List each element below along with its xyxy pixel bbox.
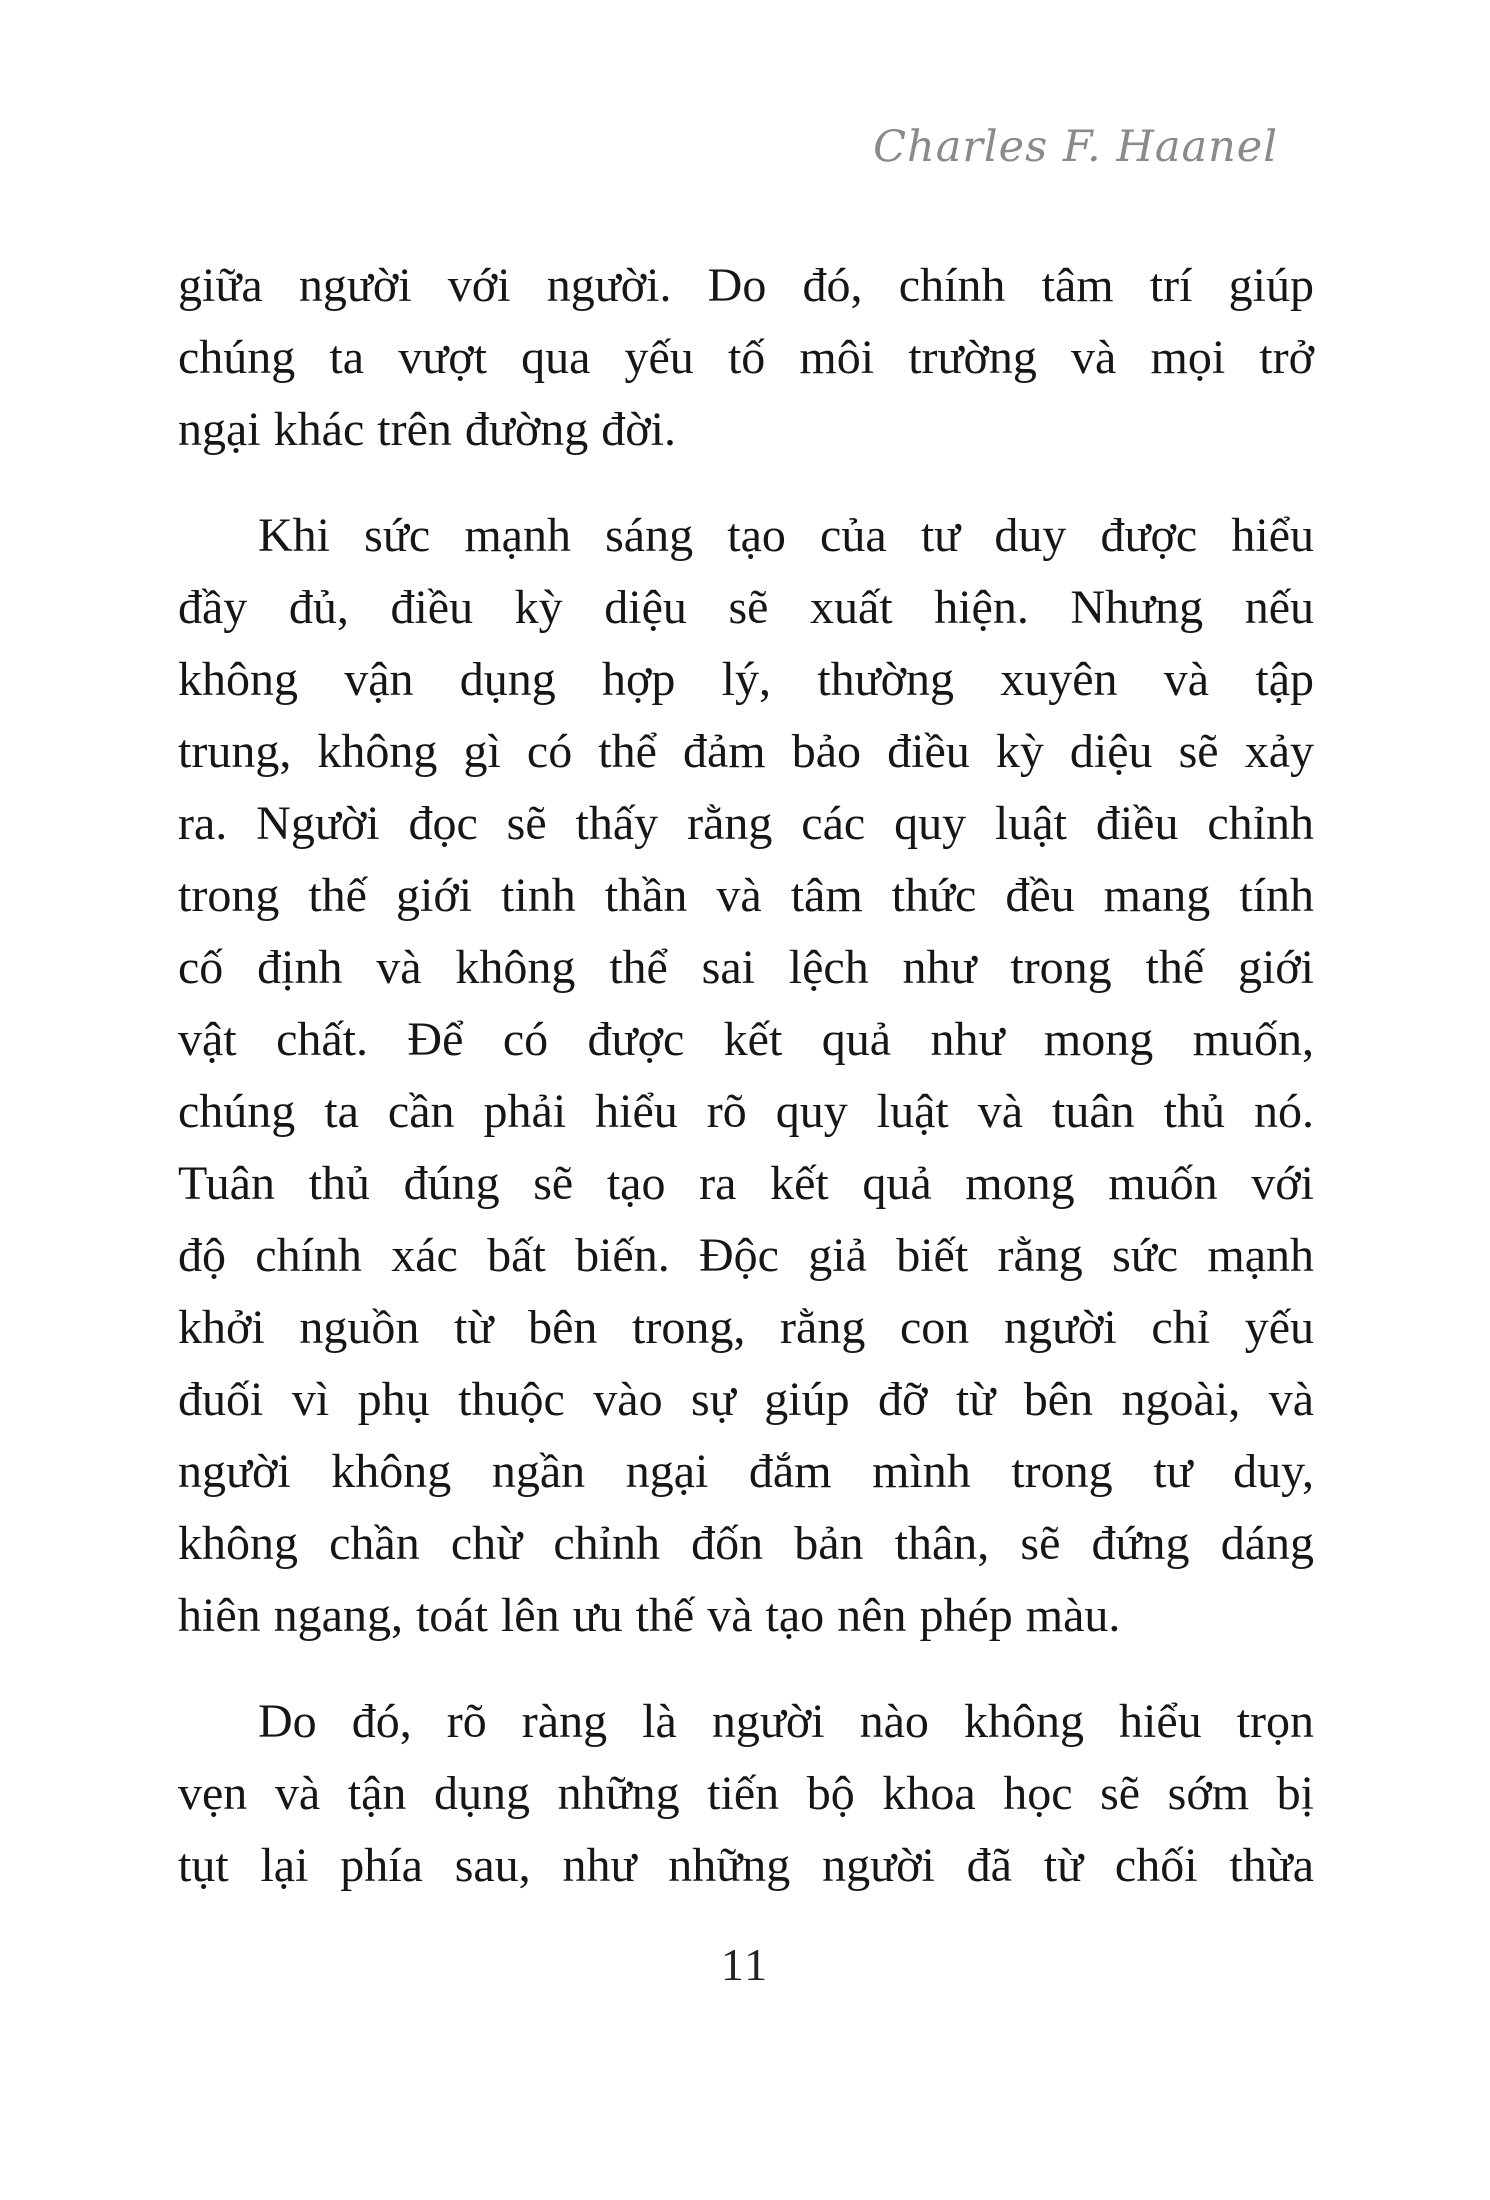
text-line: ra. Người đọc sẽ thấy rằng các quy luật điều chỉnh — [178, 797, 1314, 850]
running-header — [873, 122, 1278, 172]
page-footer — [0, 1938, 1490, 1991]
text-line: Do đó, rõ ràng là người nào không hiểu trọn — [258, 1695, 1314, 1748]
text-line: vật chất. Để có được kết quả như mong muốn, — [178, 1013, 1314, 1066]
text-line: chúng ta cần phải hiểu rõ quy luật và tuân thủ nó. — [178, 1085, 1314, 1138]
text-line: tụt lại phía sau, như những người đã từ chối thừa — [178, 1839, 1314, 1892]
text-line: đầy đủ, điều kỳ diệu sẽ xuất hiện. Nhưng nếu — [178, 581, 1314, 634]
text-line: Khi sức mạnh sáng tạo của tư duy được hiểu — [258, 509, 1314, 562]
text-line: không chần chừ chỉnh đốn bản thân, sẽ đứng dáng — [178, 1517, 1314, 1570]
text-line: khởi nguồn từ bên trong, rằng con người chỉ yếu — [178, 1301, 1314, 1354]
text-line: người không ngần ngại đắm mình trong tư duy, — [178, 1445, 1314, 1498]
text-line: hiên ngang, toát lên ưu thế và tạo nên phép màu. — [178, 1589, 1121, 1642]
text-line: chúng ta vượt qua yếu tố môi trường và mọi trở — [178, 331, 1314, 384]
text-line: độ chính xác bất biến. Độc giả biết rằng sức mạnh — [178, 1229, 1314, 1282]
text-line: không vận dụng hợp lý, thường xuyên và tập — [178, 653, 1314, 706]
author-name: Charles F. Haanel — [873, 122, 1278, 172]
body-text — [178, 250, 1314, 1902]
page-number: 11 — [720, 1939, 770, 1990]
paragraph-2 — [178, 500, 1314, 1652]
text-line: vẹn và tận dụng những tiến bộ khoa học sẽ sớm bị — [178, 1767, 1314, 1820]
paragraph-3 — [178, 1686, 1314, 1902]
text-line: trung, không gì có thể đảm bảo điều kỳ diệu sẽ xảy — [178, 725, 1314, 778]
text-line: Tuân thủ đúng sẽ tạo ra kết quả mong muốn với — [178, 1157, 1314, 1210]
text-line: giữa người với người. Do đó, chính tâm trí giúp — [178, 259, 1314, 312]
text-line: cố định và không thể sai lệch như trong thế giới — [178, 941, 1314, 994]
text-line: trong thế giới tinh thần và tâm thức đều mang tính — [178, 869, 1314, 922]
paragraph-1 — [178, 250, 1314, 466]
text-line: ngại khác trên đường đời. — [178, 403, 676, 456]
text-line: đuối vì phụ thuộc vào sự giúp đỡ từ bên ngoài, và — [178, 1373, 1314, 1426]
